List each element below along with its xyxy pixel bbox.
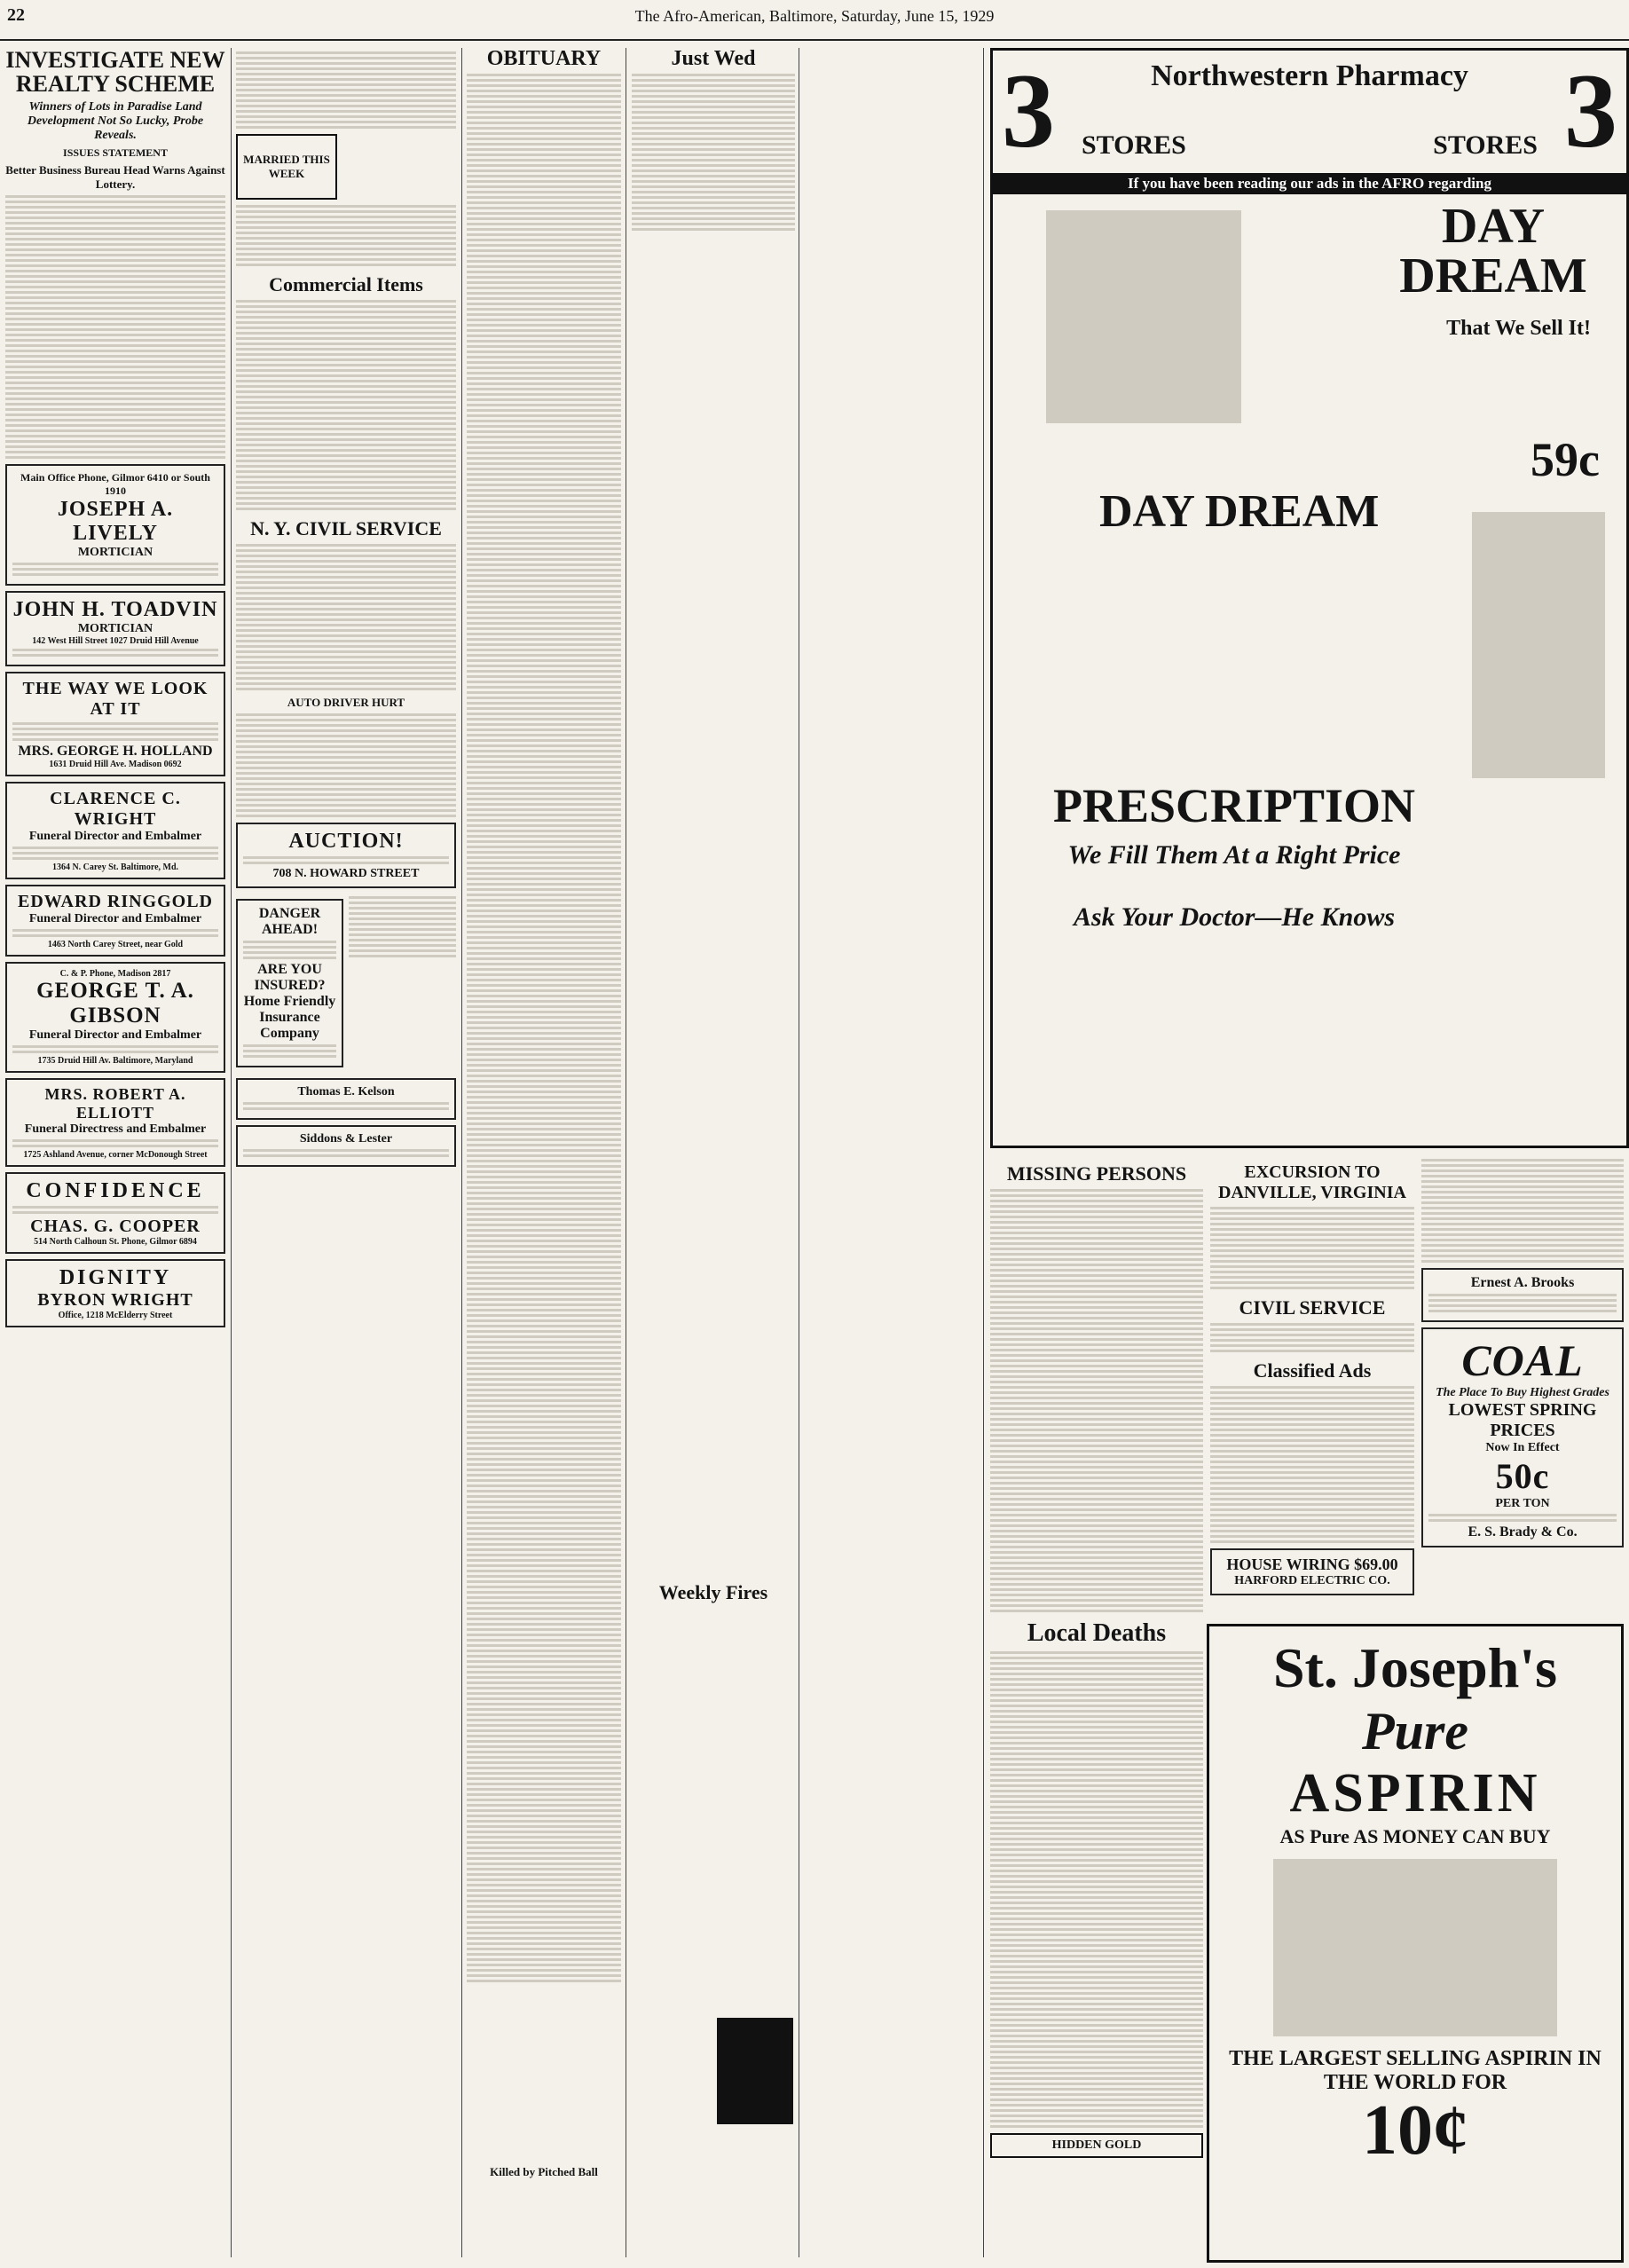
ad-coal: COAL The Place To Buy Highest Grades LOWEST SPRING PRICES Now In Effect 50c PER TON E. S. Brady & Co.: [1421, 1327, 1624, 1547]
column-3: [467, 47, 621, 2178]
pharmacy-name: Northwestern Pharmacy: [1151, 59, 1468, 92]
subhead: ISSUES STATEMENT: [63, 146, 168, 159]
stores-left: STORES: [1082, 130, 1186, 160]
phone-illustration: [1472, 512, 1605, 778]
commercial-items-head: Commercial Items: [269, 273, 423, 295]
killed-head: Killed by Pitched Ball: [490, 2165, 598, 2178]
weekly-fires-head: Weekly Fires: [658, 1581, 768, 1603]
column-2: [236, 48, 456, 1172]
masthead-title: The Afro-American, Baltimore, Saturday, June 15, 1929: [634, 7, 995, 25]
ad-brooks: Ernest A. Brooks: [1421, 1268, 1624, 1322]
column-1: [5, 48, 225, 1333]
three-right: 3: [1564, 51, 1617, 169]
masthead: [0, 0, 1629, 41]
ad-st-josephs-aspirin: [1207, 1624, 1624, 2263]
headline: INVESTIGATE NEW REALTY SCHEME: [5, 47, 225, 98]
ad-northwestern-pharmacy: [990, 48, 1629, 1148]
auto-driver-hurt-head: AUTO DRIVER HURT: [287, 696, 405, 709]
aspirin-pure: Pure: [1362, 1702, 1468, 1760]
local-deaths-head: Local Deaths: [1027, 1619, 1167, 1647]
ad-ringgold: EDWARD RINGGOLD Funeral Director and Embalmer 1463 North Carey Street, near Gold: [5, 885, 225, 957]
stores-right: STORES: [1433, 130, 1538, 160]
coal-column: [1421, 1155, 1624, 1553]
column-4: [632, 47, 795, 1603]
excursion-column: [1210, 1155, 1414, 1601]
prescription-head: PRESCRIPTION: [1052, 779, 1416, 832]
ad-holland: THE WAY WE LOOK AT IT MRS. GEORGE H. HOLLAND 1631 Druid Hill Ave. Madison 0692: [5, 672, 225, 776]
daydream-2: DAY DREAM: [1099, 486, 1380, 537]
deck-2: Better Business Bureau Head Warns Against Lottery.: [5, 162, 225, 191]
hidden-gold-ad: HIDDEN GOLD: [990, 2133, 1203, 2158]
aspirin-word: ASPIRIN: [1289, 1763, 1541, 1823]
ad-house-wiring: HOUSE WIRING $69.00 HARFORD ELECTRIC CO.: [1210, 1548, 1414, 1595]
excursion-head: EXCURSION TO DANVILLE, VIRGINIA: [1218, 1162, 1406, 1202]
three-left: 3: [1002, 51, 1055, 169]
ad-siddons: Siddons & Lester: [236, 1125, 456, 1167]
face-illustration: [1046, 210, 1241, 423]
deck: Winners of Lots in Paradise Land Development Not So Lucky, Probe Reveals.: [27, 99, 204, 142]
ad-cooper: CONFIDENCE CHAS. G. COOPER 514 North Calhoun St. Phone, Gilmor 6894: [5, 1172, 225, 1254]
ad-toadvin: JOHN H. TOADVIN MORTICIAN 142 West Hill Street 1027 Druid Hill Avenue: [5, 591, 225, 666]
incense-ad-image: [717, 2018, 793, 2124]
ad-auction: AUCTION! 708 N. HOWARD STREET: [236, 823, 456, 888]
classified-head: Classified Ads: [1253, 1359, 1372, 1382]
obituary-head: OBITUARY: [486, 47, 602, 70]
ny-civil-service-head: N. Y. CIVIL SERVICE: [250, 517, 442, 539]
married-this-week-cut: MARRIED THIS WEEK: [236, 134, 337, 200]
aspirin-largest: THE LARGEST SELLING ASPIRIN IN THE WORLD FOR: [1229, 2047, 1601, 2094]
civil-service-head: CIVIL SERVICE: [1239, 1296, 1386, 1319]
ad-wright: CLARENCE C. WRIGHT Funeral Director and Embalmer 1364 N. Carey St. Baltimore, Md.: [5, 782, 225, 879]
prescription-sub: We Fill Them At a Right Price: [1067, 840, 1401, 870]
ad-elliott: MRS. ROBERT A. ELLIOTT Funeral Directress and Embalmer 1725 Ashland Avenue, corner McDonough Street: [5, 1078, 225, 1167]
ad-gibson: C. & P. Phone, Madison 2817 GEORGE T. A. GIBSON Funeral Director and Embalmer 1735 Druid Hill Av. Baltimore, Maryland: [5, 962, 225, 1073]
aspirin-tagline: AS Pure AS MONEY CAN BUY: [1279, 1825, 1551, 1847]
aspirin-box-illustration: [1273, 1859, 1557, 2036]
ask-doctor: Ask Your Doctor—He Knows: [1073, 902, 1396, 932]
ad-byron-wright: DIGNITY BYRON WRIGHT Office, 1218 McElderry Street: [5, 1259, 225, 1327]
just-wed-head: Just Wed: [671, 47, 756, 70]
price-59c: 59c: [1531, 433, 1600, 486]
aspirin-brand: St. Joseph's: [1272, 1636, 1558, 1699]
column-rule: [461, 48, 462, 2257]
column-rule: [983, 48, 984, 2257]
page-number: 22: [7, 5, 25, 25]
column-rule: [231, 48, 232, 2257]
article-text: [236, 51, 456, 129]
article-text: [5, 195, 225, 459]
sell-it: That We Sell It!: [1446, 317, 1591, 340]
aspirin-price: 10¢: [1362, 2091, 1468, 2170]
daydream-head: DAY DREAM: [1399, 199, 1587, 303]
ad-danger: DANGER AHEAD! ARE YOU INSURED? Home Friendly Insurance Company: [236, 899, 343, 1067]
ad-kelson: Thomas E. Kelson: [236, 1078, 456, 1120]
ad-lively: Main Office Phone, Gilmor 6410 or South 1910 JOSEPH A. LIVELY MORTICIAN: [5, 464, 225, 586]
missing-persons: MISSING PERSONS Local Deaths HIDDEN GOLD: [990, 1155, 1203, 2158]
lead-banner: If you have been reading our ads in the AFRO regarding: [993, 173, 1626, 194]
